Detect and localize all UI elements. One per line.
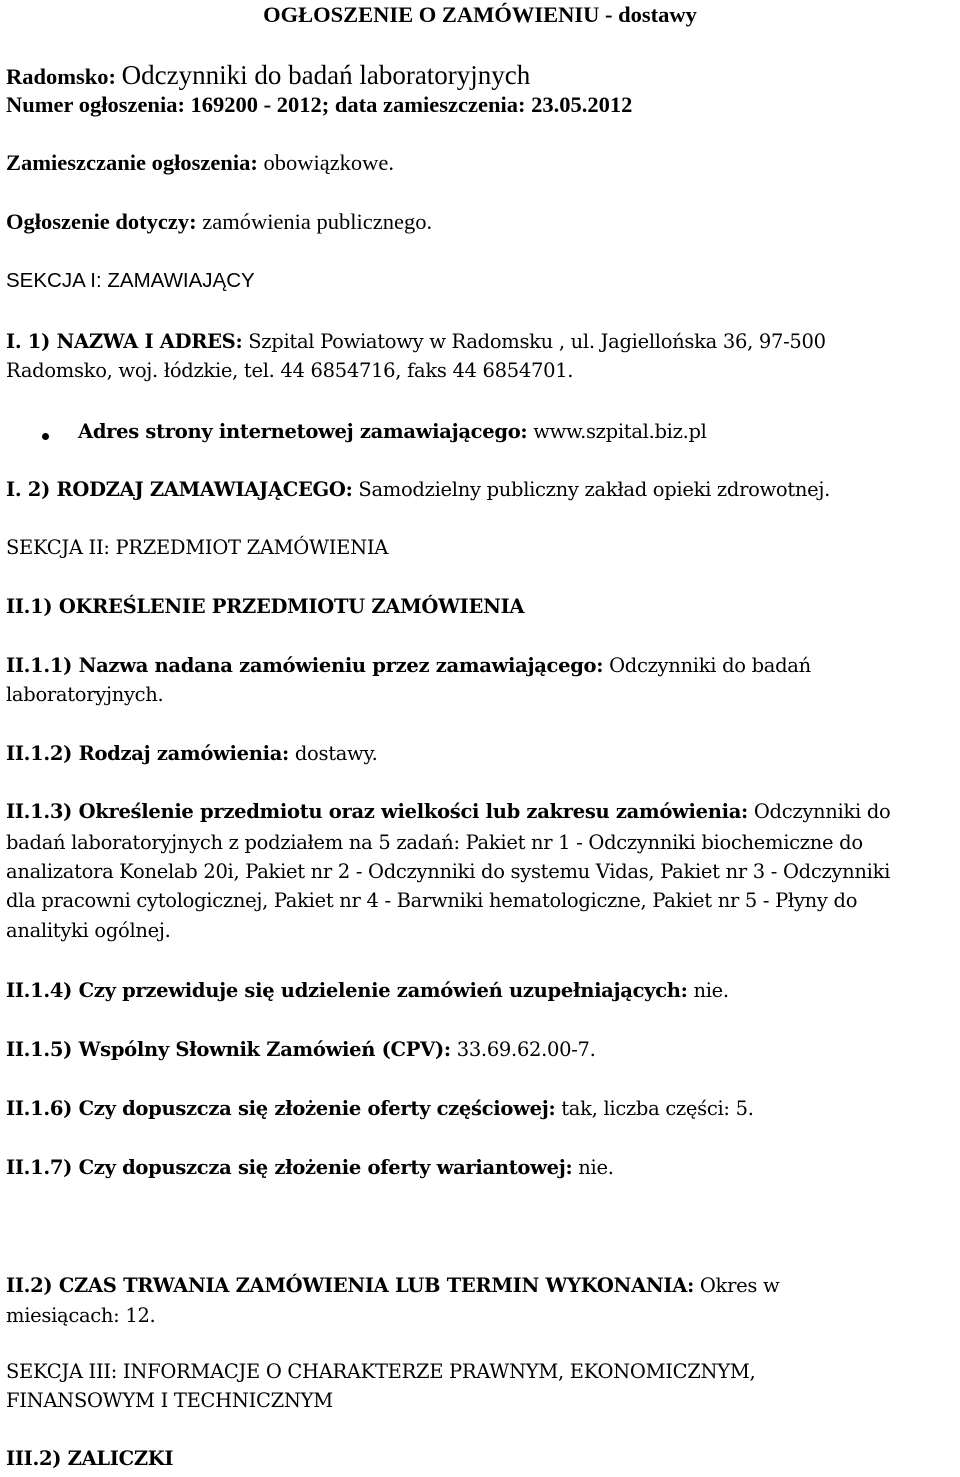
item-ii13-line bbox=[6, 801, 890, 823]
item-ii11-value: Odczynniki do badań bbox=[609, 654, 811, 677]
item-ii14-value: nie. bbox=[693, 979, 729, 1002]
item-ii16-line bbox=[6, 1098, 754, 1120]
contracting-type-line bbox=[6, 479, 830, 501]
concerns-value: zamówienia publicznego. bbox=[202, 209, 433, 234]
item-ii12-value: dostawy. bbox=[294, 742, 378, 765]
item-ii15-value: 33.69.62.00-7. bbox=[456, 1038, 596, 1061]
subsection-iii2-heading: III.2) ZALICZKI bbox=[6, 1447, 174, 1470]
item-ii13-value: Odczynniki do bbox=[753, 800, 891, 823]
item-ii2-line bbox=[6, 1275, 779, 1297]
subsection-ii1-heading: II.1) OKREŚLENIE PRZEDMIOTU ZAMÓWIENIA bbox=[6, 595, 525, 618]
item-ii14-label: II.1.4) Czy przewiduje się udzielenie zamówień uzupełniających: bbox=[6, 979, 688, 1002]
name-address-value: Szpital Powiatowy w Radomsku , ul. Jagiellońska 36, 97-500 bbox=[248, 330, 826, 353]
item-ii13-line-2: badań laboratoryjnych z podziałem na 5 zadań: Pakiet nr 1 - Odczynniki biochemiczne do bbox=[6, 831, 863, 854]
city-label: Radomsko: bbox=[6, 64, 117, 89]
website-link[interactable]: www.szpital.biz.pl bbox=[533, 420, 707, 443]
item-ii2-value: Okres w bbox=[699, 1274, 780, 1297]
section-2-heading: SEKCJA II: PRZEDMIOT ZAMÓWIENIA bbox=[6, 536, 389, 559]
website-line bbox=[78, 421, 707, 443]
item-ii12-line bbox=[6, 743, 377, 765]
item-ii11-line-2: laboratoryjnych. bbox=[6, 683, 164, 706]
section-3-heading-2: FINANSOWYM I TECHNICZNYM bbox=[6, 1389, 333, 1412]
section-3-heading: SEKCJA III: INFORMACJE O CHARAKTERZE PRAWNYM, EKONOMICZNYM, bbox=[6, 1360, 756, 1383]
concerns-label: Ogłoszenie dotyczy: bbox=[6, 209, 197, 234]
subject-title: Odczynniki do badań laboratoryjnych bbox=[121, 60, 531, 90]
item-ii13-line-4: dla pracowni cytologicznej, Pakiet nr 4 - Barwniki hematologiczne, Pakiet nr 5 - Płyny do bbox=[6, 889, 858, 912]
item-ii11-label: II.1.1) Nazwa nadana zamówieniu przez zamawiającego: bbox=[6, 654, 604, 677]
contracting-type-label: I. 2) RODZAJ ZAMAWIAJĄCEGO: bbox=[6, 478, 353, 501]
name-address-line bbox=[6, 331, 826, 353]
concerns-line bbox=[6, 209, 432, 235]
name-address-line-2: Radomsko, woj. łódzkie, tel. 44 6854716, faks 44 6854701. bbox=[6, 359, 574, 382]
item-ii13-line-3: analizatora Konelab 20i, Pakiet nr 2 - Odczynniki do systemu Vidas, Pakiet nr 3 - Odczynniki bbox=[6, 860, 891, 883]
website-label: Adres strony internetowej zamawiającego: bbox=[78, 420, 528, 443]
bullet-icon bbox=[42, 433, 49, 440]
item-ii17-value: nie. bbox=[578, 1156, 614, 1179]
item-ii14-line bbox=[6, 980, 729, 1002]
item-ii17-line bbox=[6, 1157, 614, 1179]
item-ii2-line-2: miesiącach: 12. bbox=[6, 1304, 156, 1327]
notice-number-line: Numer ogłoszenia: 169200 - 2012; data zamieszczenia: 23.05.2012 bbox=[6, 92, 633, 117]
page-title: OGŁOSZENIE O ZAMÓWIENIU - dostawy bbox=[263, 2, 697, 27]
item-ii15-label: II.1.5) Wspólny Słownik Zamówień (CPV): bbox=[6, 1038, 451, 1061]
item-ii16-label: II.1.6) Czy dopuszcza się złożenie oferty częściowej: bbox=[6, 1097, 556, 1120]
item-ii13-label: II.1.3) Określenie przedmiotu oraz wielkości lub zakresu zamówienia: bbox=[6, 800, 748, 823]
posting-label: Zamieszczanie ogłoszenia: bbox=[6, 150, 258, 175]
item-ii17-label: II.1.7) Czy dopuszcza się złożenie oferty wariantowej: bbox=[6, 1156, 573, 1179]
item-ii13-line-5: analityki ogólnej. bbox=[6, 919, 171, 942]
header-subject-line bbox=[6, 60, 530, 91]
item-ii15-line bbox=[6, 1039, 596, 1061]
posting-value: obowiązkowe. bbox=[263, 150, 395, 175]
item-ii2-label: II.2) CZAS TRWANIA ZAMÓWIENIA LUB TERMIN WYKONANIA: bbox=[6, 1274, 694, 1297]
section-1-heading: SEKCJA I: ZAMAWIAJĄCY bbox=[6, 269, 255, 292]
posting-line bbox=[6, 150, 394, 176]
name-address-label: I. 1) NAZWA I ADRES: bbox=[6, 330, 243, 353]
item-ii11-line bbox=[6, 655, 811, 677]
item-ii12-label: II.1.2) Rodzaj zamówienia: bbox=[6, 742, 289, 765]
item-ii16-value: tak, liczba części: 5. bbox=[561, 1097, 754, 1120]
contracting-type-value: Samodzielny publiczny zakład opieki zdrowotnej. bbox=[358, 478, 831, 501]
